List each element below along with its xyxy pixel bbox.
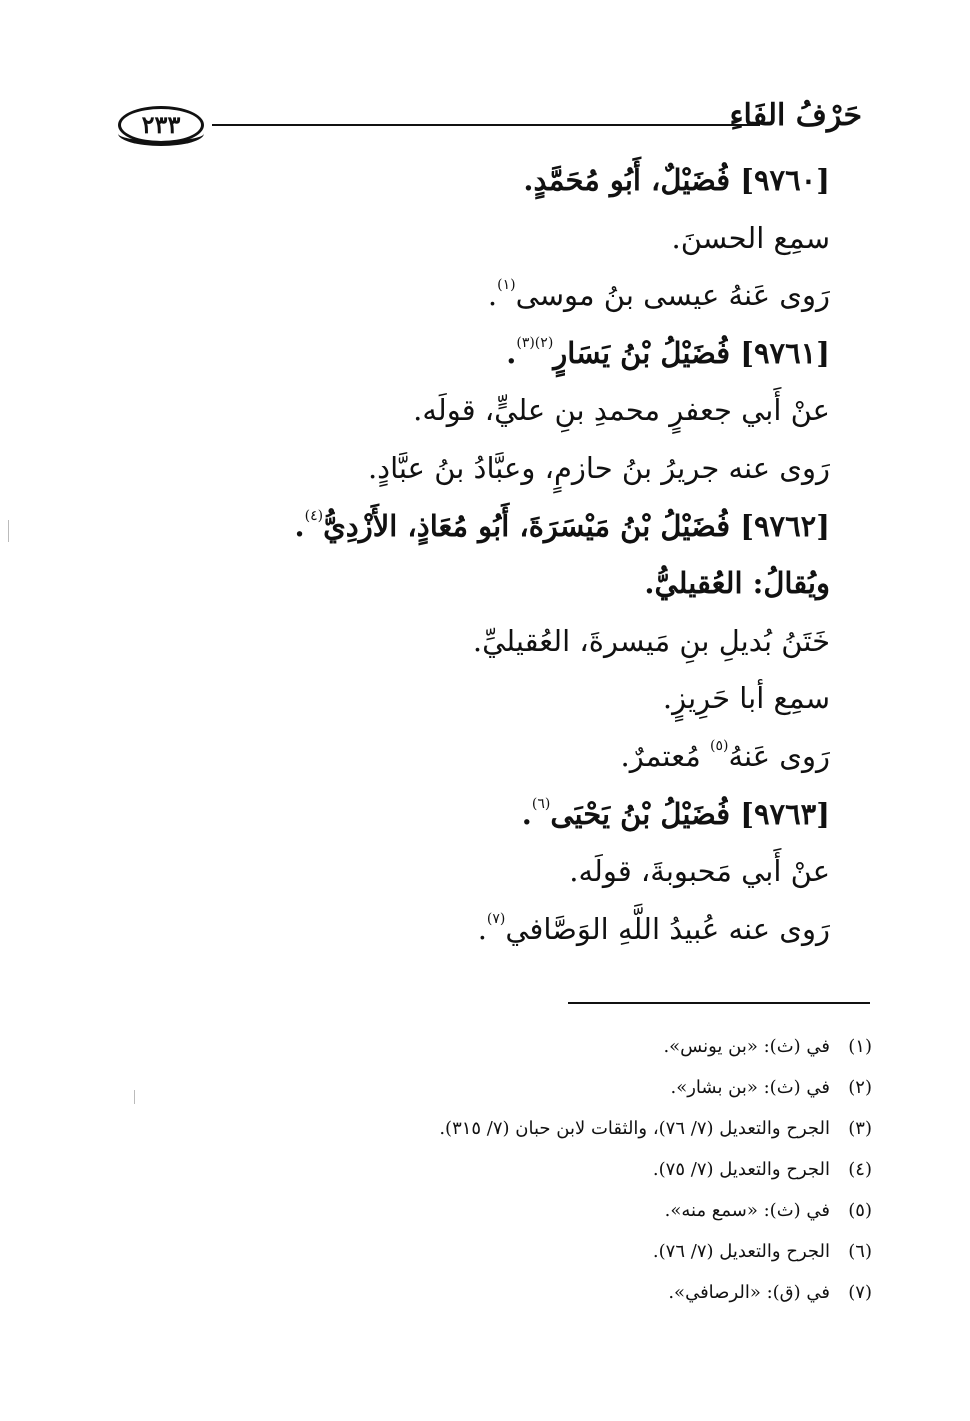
footnote-rule xyxy=(568,1002,870,1004)
page-number-badge xyxy=(118,106,204,144)
footnote-number: (٦) xyxy=(848,1241,872,1262)
footnote-marker[interactable]: (٧) xyxy=(486,910,506,927)
footnote-number: (١) xyxy=(848,1036,872,1057)
entry-tail: . xyxy=(294,508,305,543)
entry-heading xyxy=(210,152,830,210)
entry-text: سمِع أبا حَرِيزٍ. xyxy=(662,681,830,716)
entry-tail: . xyxy=(506,335,517,370)
entry-line xyxy=(210,382,830,440)
entry-line xyxy=(210,210,830,268)
footnote-marker[interactable]: (٥) xyxy=(710,737,729,754)
scan-mark xyxy=(8,520,9,542)
footnote-text: في (ق): «الرصافي». xyxy=(668,1282,830,1303)
entry-line xyxy=(210,670,830,728)
footnote-marker[interactable]: (٦) xyxy=(531,795,551,812)
entry-text: ويُقالُ: العُقيليُّ. xyxy=(644,566,830,601)
footnote-marker[interactable]: (١) xyxy=(497,277,516,294)
running-title: حَرْفُ الفَاءِ xyxy=(729,98,862,133)
footnote-text: الجرح والتعديل (٧/ ٧٦)، والثقات لابن حبان (٧/ ٣١٥). xyxy=(439,1118,830,1139)
footnote-number: (٤) xyxy=(848,1159,872,1180)
entry-line xyxy=(210,901,830,959)
footnote-text: في (ث): «سمع منه». xyxy=(664,1200,830,1221)
footnote-marker[interactable]: (٤) xyxy=(304,507,324,524)
page-number: ٢٣٣ xyxy=(141,109,181,139)
footnote-text: الجرح والتعديل (٧/ ٧٥). xyxy=(652,1159,830,1180)
entry-heading xyxy=(210,786,830,844)
entry-text: [٩٧٦٣] فُضَيْلُ بْنُ يَحْيَى xyxy=(550,796,830,831)
entry-text: سمِع الحسنَ. xyxy=(671,220,830,255)
footnote-item xyxy=(312,1231,872,1272)
footnote-text: في (ث): «بن بشار». xyxy=(670,1077,830,1098)
entry-tail: . xyxy=(487,278,498,313)
entry-line xyxy=(210,728,830,786)
entry-text: رَوى عنه جريرُ بنُ حازمٍ، وعبَّادُ بنُ عبَّادٍ. xyxy=(367,450,830,485)
footnote-text: في (ث): «بن يونس». xyxy=(663,1036,830,1057)
entry-text: عنْ أَبي جعفرٍ محمدِ بنِ عليٍّ، قولَه. xyxy=(413,393,830,428)
entry-tail: . xyxy=(521,796,532,831)
footnote-item xyxy=(312,1149,872,1190)
footnote-number: (٧) xyxy=(848,1282,872,1303)
footnote-number: (٣) xyxy=(848,1118,872,1139)
entry-text: [٩٧٦٢] فُضَيْلُ بْنُ مَيْسَرَةَ، أَبُو مُعَاذٍ، الأَزْدِيُّ xyxy=(323,508,830,543)
entry-heading xyxy=(210,498,830,556)
scan-mark xyxy=(134,1090,135,1104)
entry-text: [٩٧٦١] فُضَيْلُ بْنُ يَسَارٍ xyxy=(553,335,830,370)
entry-text: رَوى عنه عُبيدُ اللَّهِ الوَصَّافي xyxy=(505,911,830,946)
entry-line xyxy=(210,843,830,901)
footnotes-list xyxy=(312,1026,872,1313)
footnote-item xyxy=(312,1026,872,1067)
entry-heading xyxy=(210,325,830,383)
footnote-marker[interactable]: (٢)(٣) xyxy=(516,334,554,351)
footnote-item xyxy=(312,1108,872,1149)
entry-line xyxy=(210,613,830,671)
footnote-number: (٢) xyxy=(848,1077,872,1098)
entry-line xyxy=(210,440,830,498)
entry-text: عنْ أَبي مَحبوبةَ، قولَه. xyxy=(569,854,830,889)
footnote-text: الجرح والتعديل (٧/ ٧٦). xyxy=(652,1241,830,1262)
footnote-number: (٥) xyxy=(848,1200,872,1221)
entry-text: رَوى عَنهُ xyxy=(728,738,830,773)
footnote-item xyxy=(312,1272,872,1313)
footnote-item xyxy=(312,1190,872,1231)
entry-text: خَتَنُ بُديلِ بنِ مَيسرةَ، العُقيليِّ. xyxy=(472,623,830,658)
entry-tail: . xyxy=(477,911,487,946)
biography-entries xyxy=(210,152,830,958)
header-rule xyxy=(212,124,760,126)
entry-text: [٩٧٦٠] فُضَيْلٌ، أَبُو مُحَمَّدٍ. xyxy=(523,163,830,197)
entry-tail: مُعتمرٌ. xyxy=(620,738,710,773)
entry-line xyxy=(210,267,830,325)
entry-text: رَوى عَنهُ عيسى بنُ موسى xyxy=(515,278,830,313)
entry-line xyxy=(210,555,830,613)
footnote-item xyxy=(312,1067,872,1108)
